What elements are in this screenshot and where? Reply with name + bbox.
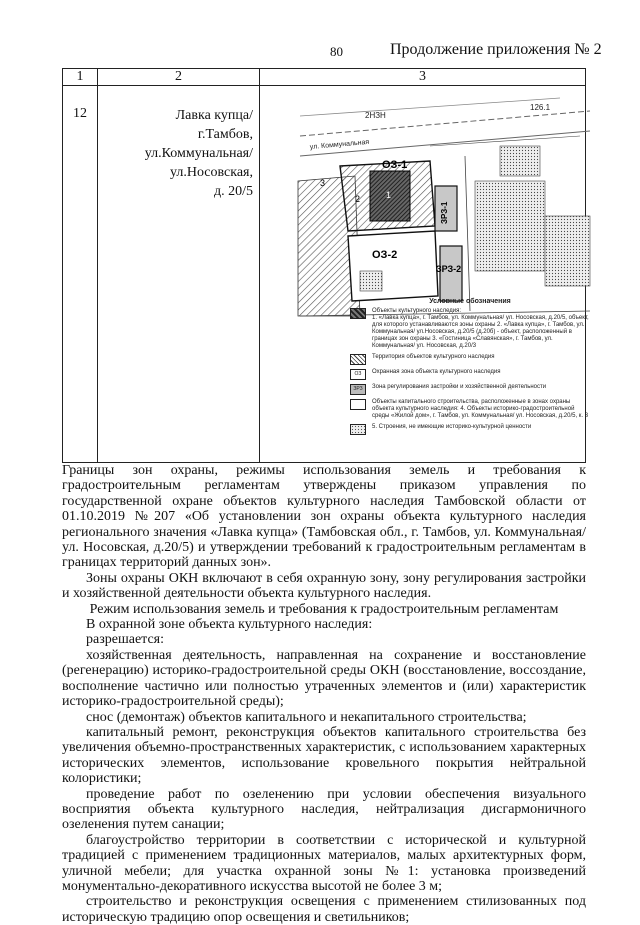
object-marker-1: 1 [386, 190, 392, 200]
appendix-table [62, 68, 589, 463]
section-heading: Режим использования земель и требования к градостроительным регламентам [89, 601, 559, 617]
zone-label-zrz1: ЗРЗ-1 [440, 201, 449, 224]
legend-item [350, 369, 590, 380]
paragraph: благоустройство территории в соответствии с исторической и культурной традицией с применением традиционных материалов, малых архитектурных форм, уличной мебели; для участка охранной зоны №1: установка произведений монументально-декоративного искусства высотой не более 3 м; [62, 832, 586, 894]
street-label: ул. Коммунальная [309, 138, 370, 151]
legend-item-text: Охранная зона объекта культурного наследия [372, 369, 501, 375]
legend-swatch-capital [350, 399, 366, 410]
paragraph: снос (демонтаж) объектов капитального и некапитального строительства; [86, 709, 527, 725]
object-name [98, 86, 260, 463]
column-header-3: 3 [260, 69, 586, 86]
paragraph: строительство и реконструкция освещения с применением стилизованных под историческую традицию опор освещения и светильников; [62, 894, 586, 925]
legend-item [350, 399, 590, 420]
page-number: 80 [330, 44, 343, 59]
zone-map-cell [260, 86, 589, 463]
appendix-title: Продолжение приложения № 2 [390, 41, 602, 58]
legend-heritage-header-row [350, 308, 590, 350]
paragraph: разрешается: [86, 632, 164, 648]
legend-item-text: 5. Строения, не имеющие историко-культурной ценности [372, 424, 532, 430]
legend-heritage-header: Объекты культурного наследия: [372, 308, 462, 314]
legend-swatch-hatch [350, 354, 366, 365]
paragraph: Границы зон охраны, режимы использования земель и требования к градостроительным регламентам утверждены приказом управления по государственной охране объектов культурного наследия Тамбовской области от 01.10.2019 №207 «Об установлении зон охраны объекта культурного наследия регионального значения «Лавка купца» (Тамбовская обл., г. Тамбов, ул. Коммунальная/ул. Носовская, д.20/5) и утверждении требований к градостроительным регламентам в границах территорий данных зон». [62, 463, 586, 571]
column-header-1: 1 [63, 69, 98, 86]
legend-item [350, 354, 590, 365]
object-name-line: д. 20/5 [213, 184, 253, 199]
object-name-line: Лавка купца/ [175, 108, 253, 123]
paragraph: хозяйственная деятельность, направленная на сохранение и восстановление (регенерацию) историко-градостроительной среды ОКН (восстановление, воссоздание, восполнение частично или полностью утраченных элементов и (или) характеристик историко-градостроительной среды); [62, 647, 586, 710]
zone-label-zrz2: ЗРЗ-2 [436, 264, 462, 274]
table-header-row [63, 69, 586, 86]
row-number: 12 [63, 86, 98, 463]
table-row [63, 86, 586, 463]
legend-item [350, 424, 590, 435]
paragraph: Зоны охраны ОКН включают в себя охранную зону, зону регулирования застройки и хозяйственной деятельности объекта культурного наследия. [62, 570, 586, 602]
zone-label-oz1: ОЗ-1 [382, 159, 408, 171]
legend-item [350, 384, 590, 395]
paragraph: капитальный ремонт, реконструкция объектов капитального строительства без увеличения объемно-пространственных характеристик, с использованием характерных исторических элементов, использование кровельного покрытия нейтральной колористики; [62, 724, 586, 787]
legend-swatch-oz: ОЗ [350, 369, 366, 380]
column-header-2: 2 [98, 69, 260, 86]
document-text [62, 463, 586, 925]
legend-item-text: Зона регулирования застройки и хозяйственной деятельности [372, 384, 547, 390]
legend-item-text: 1. «Лавка купца», г. Тамбов, ул. Коммунальная/ ул. Носовская, д.20/5, объект, для которого устанавливаются зоны охраны 2. «Лавка купца», г. Тамбов, ул. Коммунальная/ ул.Носовская, д.20/5 (д.20б) - объект, расположенный в границах зон охраны 3. «Гостиница «Славянская», г. Тамбов, ул. Коммунальная/ ул. Носовская, д.20/3 [372, 315, 589, 349]
object-name-line: г.Тамбов, [197, 127, 253, 142]
legend-swatch-dark [350, 308, 366, 319]
paragraph: проведение работ по озеленению при условии обеспечения визуального восприятия объекта культурного наследия, нейтрализация дисгармоничного озеленения путем санации; [62, 786, 586, 833]
object-marker-2: 2 [355, 194, 361, 204]
map-top-right-label: 126.1 [530, 103, 551, 112]
legend-title: Условные обозначения [429, 298, 511, 305]
legend-item-text: Территория объектов культурного наследия [372, 354, 495, 360]
legend-swatch-zrz: ЗРЗ [350, 384, 366, 395]
map-legend [350, 298, 590, 439]
object-name-line: ул.Носовская, [169, 165, 253, 180]
legend-swatch-dots [350, 424, 366, 435]
object-marker-3: 3 [320, 178, 326, 188]
paragraph: В охранной зоне объекта культурного наследия: [86, 617, 373, 633]
legend-item-text: Объекты капитального строительства, расположенные в зонах охраны объекта культурного наследия: 4. Объекты историко-градостроительной среды «Жилой дом», г. Тамбов, ул. Коммунальная/ ул. Носовская, д.20/5, к. 3 [372, 399, 589, 419]
object-name-line: ул.Коммунальная/ [144, 146, 253, 161]
zone-label-oz2: ОЗ-2 [372, 249, 398, 261]
map-top-label: 2НЗН [365, 111, 386, 120]
